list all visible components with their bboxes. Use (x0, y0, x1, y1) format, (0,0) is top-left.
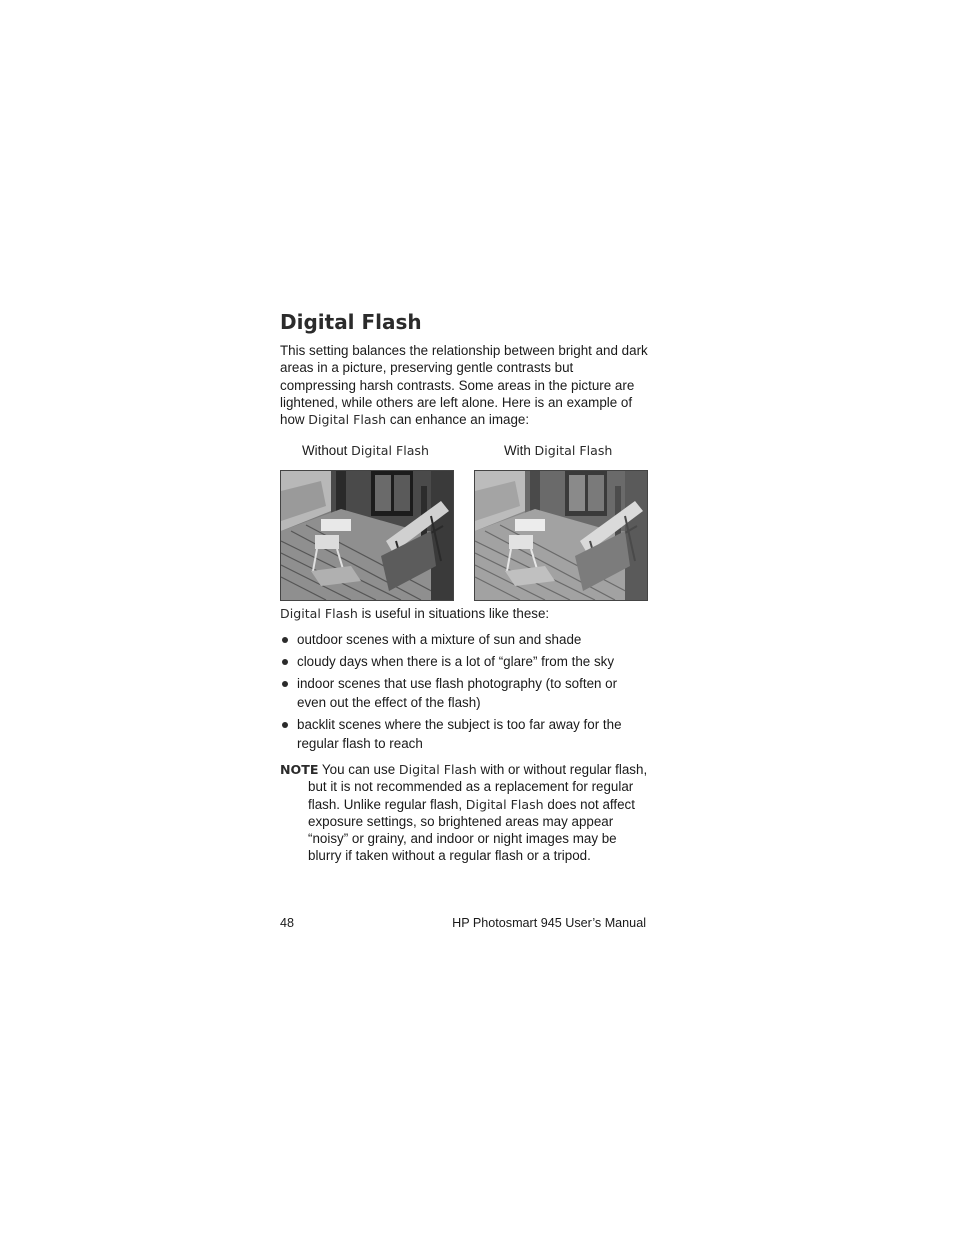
manual-title: HP Photosmart 945 User’s Manual (452, 916, 646, 930)
list-item-text: cloudy days when there is a lot of “glare” from the sky (297, 654, 615, 669)
caption-with (504, 443, 612, 458)
photo-without-digital-flash (280, 470, 454, 601)
caption-with-term: Digital Flash (534, 443, 613, 458)
page-number: 48 (280, 916, 295, 930)
note-ui-term-1: Digital Flash (398, 762, 477, 777)
note-text-2: with or without regular flash, but it is not recommended as a replacement for regular flash. Unlike regular flash, (308, 762, 648, 812)
list-item (280, 652, 648, 671)
section-digital-flash (280, 308, 648, 864)
list-item (280, 674, 648, 712)
list-item (280, 630, 648, 649)
note-text-1: You can use (318, 762, 399, 777)
useful-text: is useful in situations like these: (357, 606, 550, 621)
photo-captions (280, 443, 648, 463)
intro-text-end: can enhance an image: (386, 412, 530, 428)
situations-list (280, 630, 648, 756)
list-item-text: indoor scenes that use flash photography (to soften or even out the effect of the flash) (297, 676, 618, 710)
list-item (280, 715, 648, 753)
caption-without-term: Digital Flash (351, 443, 429, 458)
note-block (280, 761, 648, 865)
caption-without (302, 443, 429, 458)
useful-intro (280, 605, 549, 622)
intro-text-start: This setting balances the relationship between bright and dark areas in a picture, preserving gentle contrasts but compressing harsh contrasts. Some areas in the picture are lightened, while others are left alone. Here is an example of how (280, 343, 648, 428)
note-ui-term-2: Digital Flash (465, 796, 544, 812)
note-label: NOTE (280, 762, 319, 777)
intro-ui-term: Digital Flash (308, 412, 387, 428)
porch-photo-dark (281, 471, 453, 600)
bullet-icon (282, 722, 288, 728)
porch-photo-bright (475, 471, 647, 600)
note-text-3: does not affect exposure settings, so brightened areas may appear “noisy” or grainy, and indoor or night images may be blurry if taken without a regular flash or a tripod. (308, 796, 635, 864)
photo-with-digital-flash (474, 470, 648, 601)
bullet-icon (282, 637, 288, 643)
list-item-text: backlit scenes where the subject is too far away for the regular flash to reach (297, 717, 622, 751)
bullet-icon (282, 681, 288, 687)
caption-with-prefix: With (504, 443, 535, 458)
list-item-text: outdoor scenes with a mixture of sun and shade (297, 632, 582, 647)
bullet-icon (282, 659, 288, 665)
caption-without-prefix: Without (302, 443, 352, 458)
intro-paragraph (280, 342, 648, 428)
useful-ui-term: Digital Flash (280, 606, 358, 621)
section-heading: Digital Flash (280, 310, 422, 334)
